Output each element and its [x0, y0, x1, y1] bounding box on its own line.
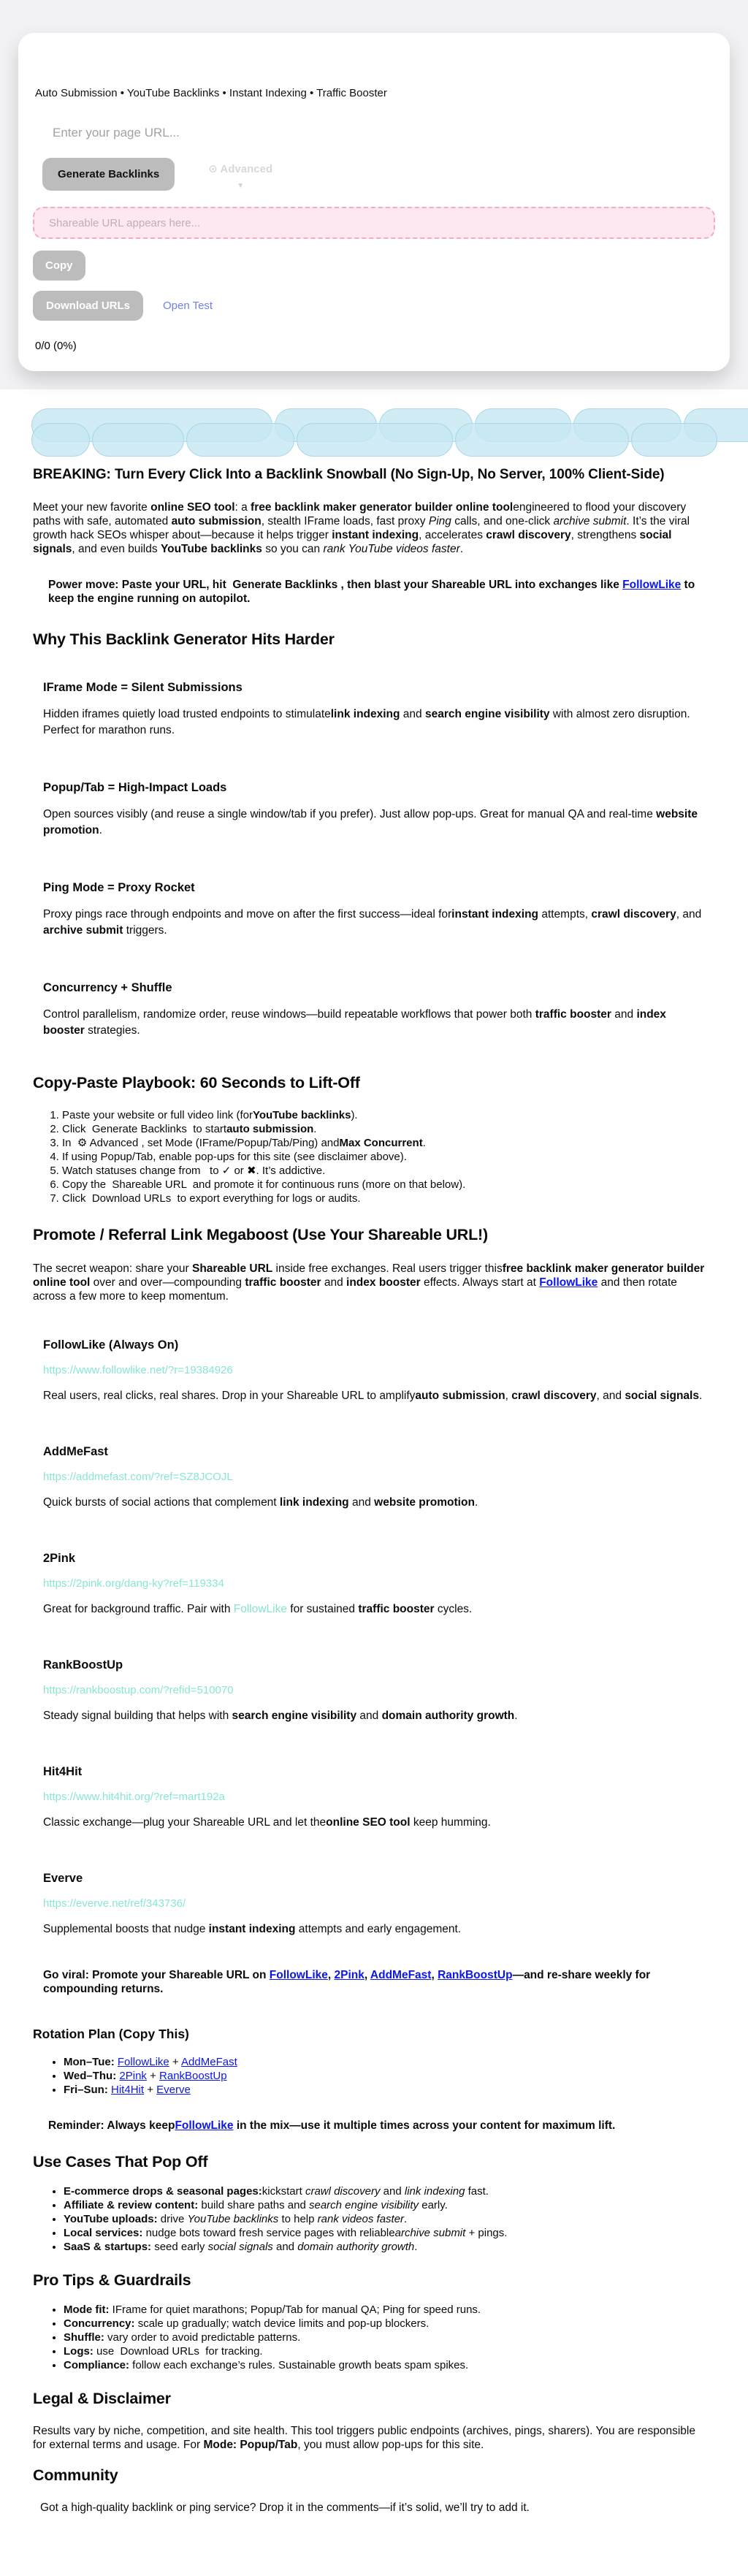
inline-link[interactable]: FollowLike	[233, 1603, 287, 1615]
hero-tagline: Auto Submission • YouTube Backlinks • Instant Indexing • Traffic Booster	[35, 87, 387, 99]
feature-body	[43, 807, 706, 839]
text-segment: Mon–Tue:	[64, 2056, 115, 2068]
text-segment: Ping	[428, 515, 451, 527]
text-segment: traffic booster	[358, 1603, 435, 1615]
text-segment: Real users, real clicks, real shares. Drop in your Shareable URL to amplify	[43, 1390, 416, 1402]
text-segment: use Download URLs for tracking.	[93, 2345, 263, 2358]
rotation-item	[64, 2055, 706, 2069]
text-segment: Steady signal building that helps with	[43, 1710, 232, 1722]
exchange-card	[33, 1552, 706, 1616]
generate-backlinks-button[interactable]: Generate Backlinks	[42, 158, 175, 191]
status-chip	[92, 423, 184, 457]
text-segment: over and over—compounding	[90, 1276, 245, 1289]
exchange-url-link[interactable]: https://www.hit4hit.org/?ref=mart192a	[43, 1791, 225, 1803]
exchange-card	[33, 1765, 706, 1829]
pro-tip-item	[64, 2358, 706, 2372]
text-segment: Concurrency:	[64, 2317, 135, 2330]
text-segment: and	[400, 708, 425, 720]
text-segment: strategies.	[84, 1024, 140, 1037]
status-chip	[297, 423, 453, 457]
use-case-item	[64, 2212, 706, 2226]
text-segment: If using Popup/Tab, enable pop-ups for this site (see disclaimer above).	[62, 1151, 407, 1163]
feature-body	[43, 1007, 706, 1039]
text-segment: .	[514, 1710, 518, 1722]
headline: BREAKING: Turn Every Click Into a Backlink Snowball (No Sign-Up, No Server, 100% Client-Side)	[33, 467, 665, 482]
text-segment: .	[404, 2213, 408, 2225]
exchange-card	[33, 1338, 706, 1403]
text-segment: rank YouTube videos faster	[323, 543, 460, 555]
community-heading: Community	[33, 2466, 118, 2484]
text-segment: Compliance:	[64, 2359, 130, 2371]
step-item	[62, 1178, 706, 1192]
text-segment: kickstart	[262, 2185, 305, 2198]
power-move-callout	[33, 578, 706, 606]
text-segment: ,	[364, 1969, 370, 1981]
text-segment: and	[348, 1496, 375, 1509]
text-segment: , accelerates	[419, 529, 486, 541]
text-segment: social signals	[625, 1390, 699, 1402]
text-segment: Go viral: Promote your Shareable URL on	[43, 1969, 270, 1981]
text-segment: link indexing	[330, 708, 400, 720]
text-segment: for sustained	[286, 1603, 359, 1615]
step-item	[62, 1136, 706, 1150]
rotation-heading: Rotation Plan (Copy This)	[33, 2027, 189, 2041]
step-item	[62, 1192, 706, 1205]
text-segment: domain authority growth	[297, 2241, 415, 2253]
pro-tip-item	[64, 2303, 706, 2317]
text-segment: search engine visibility	[424, 708, 550, 720]
text-segment: link indexing	[279, 1496, 349, 1509]
text-segment: with almost zero disruption. Perfect for marathon runs.	[43, 708, 693, 736]
text-segment: auto submission	[171, 515, 262, 527]
text-segment: free backlink maker generator builder online tool	[33, 1262, 708, 1289]
exchange-body	[43, 1602, 706, 1616]
text-segment: in the mix—use it multiple times across your content for maximum lift.	[233, 2119, 616, 2132]
exchange-body	[43, 1389, 706, 1403]
text-segment: , stealth IFrame loads, fast proxy	[261, 515, 429, 527]
feature-card	[33, 981, 706, 1039]
text-segment: .	[474, 1496, 478, 1509]
community-paragraph	[33, 2501, 706, 2515]
text-segment: Reminder: Always keep	[48, 2119, 175, 2132]
pro-tip-item	[64, 2331, 706, 2344]
text-segment: follow each exchange’s rules. Sustainable growth beats spam spikes.	[129, 2359, 469, 2371]
text-segment: traffic booster	[535, 1008, 611, 1021]
text-segment: +	[144, 2084, 157, 2096]
inline-link[interactable]: AddMeFast	[370, 1969, 432, 1981]
text-segment: inside free exchanges. Real users trigger this	[272, 1262, 503, 1275]
text-segment: archive submit	[43, 924, 123, 937]
text-segment: Logs:	[64, 2345, 94, 2358]
inline-link[interactable]: Everve	[156, 2084, 191, 2096]
text-segment: Proxy pings race through endpoints and move on after the first success—ideal for	[43, 908, 452, 921]
text-segment: The secret weapon: share your	[33, 1262, 192, 1275]
inline-link[interactable]: FollowLike	[622, 579, 682, 591]
text-segment: website promotion	[43, 808, 701, 837]
text-segment: domain authority growth	[381, 1710, 515, 1722]
exchange-body	[43, 1709, 706, 1723]
text-segment: instant indexing	[332, 529, 419, 541]
inline-link[interactable]: Hit4Hit	[111, 2084, 145, 2096]
text-segment: .	[422, 1137, 426, 1149]
text-segment: calls, and one-click	[451, 515, 554, 527]
text-segment: , and	[676, 908, 705, 921]
legal-heading: Legal & Disclaimer	[33, 2390, 171, 2407]
text-segment: Copy the Shareable URL and promote it for continuous runs (more on that below).	[62, 1178, 466, 1191]
exchange-url-link[interactable]: https://everve.net/ref/343736/	[43, 1897, 186, 1910]
use-case-item	[64, 2184, 706, 2198]
inline-link[interactable]: FollowLike	[269, 1969, 328, 1981]
feature-title: Ping Mode = Proxy Rocket	[43, 881, 195, 894]
exchange-title: Hit4Hit	[43, 1765, 83, 1778]
step-item	[62, 1122, 706, 1136]
text-segment: ,	[505, 1390, 512, 1402]
text-segment: Shuffle:	[64, 2331, 104, 2344]
text-segment: free backlink maker generator builder online tool	[251, 501, 514, 514]
exchange-url-link[interactable]: https://2pink.org/dang-ky?ref=119334	[43, 1577, 224, 1590]
reminder-callout	[33, 2119, 706, 2133]
inline-link[interactable]: AddMeFast	[181, 2056, 237, 2068]
feature-title: IFrame Mode = Silent Submissions	[43, 681, 243, 694]
step-item	[62, 1164, 706, 1178]
use-case-item	[64, 2198, 706, 2212]
feature-title: Concurrency + Shuffle	[43, 981, 172, 994]
download-row	[33, 291, 701, 321]
text-segment: Paste your website or full video link (for	[62, 1109, 253, 1121]
exchange-url-link[interactable]: https://rankboostup.com/?refid=510070	[43, 1684, 234, 1696]
text-segment: Control parallelism, randomize order, reuse windows—build repeatable workflows that power both	[43, 1008, 535, 1021]
rotation-list	[33, 2055, 706, 2097]
text-segment: social signals	[33, 529, 675, 555]
feature-card	[33, 781, 706, 839]
step-item	[62, 1150, 706, 1164]
text-segment: attempts,	[538, 908, 592, 921]
text-segment: Great for background traffic. Pair with	[43, 1603, 234, 1615]
exchange-title: Everve	[43, 1872, 83, 1885]
pro-tips-heading: Pro Tips & Guardrails	[33, 2271, 191, 2289]
text-segment: effects. Always start at	[420, 1276, 540, 1289]
rotation-item	[64, 2069, 706, 2083]
go-viral-callout	[33, 1968, 706, 1996]
exchange-card	[33, 1658, 706, 1723]
page-url-input[interactable]	[51, 120, 419, 146]
text-segment: .	[459, 543, 464, 555]
text-segment: instant indexing	[451, 908, 539, 921]
text-segment: search engine visibility	[308, 2199, 419, 2211]
text-segment: Max Concurrent	[339, 1137, 423, 1149]
text-segment: link indexing	[404, 2185, 465, 2198]
chip-row	[31, 423, 748, 457]
playbook-heading: Copy-Paste Playbook: 60 Seconds to Lift-Off	[33, 1074, 360, 1091]
text-segment: attempts and early engagement.	[295, 1923, 462, 1935]
use-case-item	[64, 2226, 706, 2240]
text-segment: . It’s the viral growth hack SEOs whisper about—because it helps trigger	[33, 515, 693, 541]
text-segment: crawl discovery	[591, 908, 676, 921]
text-segment: instant indexing	[208, 1923, 296, 1935]
promote-paragraph	[33, 1262, 706, 1303]
text-segment: Local services:	[64, 2227, 143, 2239]
promote-heading: Promote / Referral Link Megaboost (Use Your Shareable URL!)	[33, 1226, 488, 1243]
feature-card	[33, 881, 706, 939]
exchange-title: AddMeFast	[43, 1445, 108, 1458]
text-segment: so you can	[262, 543, 324, 555]
text-segment: , strengthens	[570, 529, 640, 541]
text-segment: build share paths and	[198, 2199, 309, 2211]
exchange-title: 2Pink	[43, 1552, 76, 1565]
text-segment: Click Download URLs to export everything for logs or audits.	[62, 1192, 361, 1205]
exchange-card	[33, 1445, 706, 1509]
status-chip	[31, 423, 90, 457]
text-segment: , you must allow pop-ups for this site.	[297, 2439, 484, 2451]
feature-title: Popup/Tab = High-Impact Loads	[43, 781, 227, 794]
text-segment: and	[380, 2185, 405, 2198]
text-segment: ,	[431, 1969, 438, 1981]
exchange-body	[43, 1495, 706, 1509]
status-chip	[631, 423, 717, 457]
text-segment: archive submit	[394, 2227, 466, 2239]
text-segment: seed early	[151, 2241, 208, 2253]
pro-tip-item	[64, 2344, 706, 2358]
text-segment: IFrame for quiet marathons; Popup/Tab for manual QA; Ping for speed runs.	[109, 2303, 481, 2316]
status-chips	[31, 408, 748, 457]
text-segment: crawl discovery	[486, 529, 571, 541]
text-segment: Shareable URL	[191, 1262, 273, 1275]
generator-card	[18, 33, 730, 371]
inline-link[interactable]: 2Pink	[334, 1969, 365, 1981]
inline-link[interactable]: 2Pink	[119, 2070, 147, 2082]
text-segment: Click Generate Backlinks to start	[62, 1123, 227, 1135]
text-segment: YouTube uploads:	[64, 2213, 158, 2225]
hero-section	[0, 0, 748, 389]
text-segment: Watch statuses change from to ✓ or ✖. It’s addictive.	[62, 1165, 326, 1177]
why-heading: Why This Backlink Generator Hits Harder	[33, 630, 335, 648]
text-segment: index booster	[43, 1008, 670, 1037]
use-cases-heading: Use Cases That Pop Off	[33, 2153, 208, 2171]
text-segment: +	[169, 2056, 182, 2068]
use-cases-list	[33, 2184, 706, 2254]
text-segment: archive submit	[553, 515, 627, 527]
text-segment: ).	[351, 1109, 358, 1121]
feature-card	[33, 681, 706, 739]
text-segment: .	[99, 824, 102, 837]
text-segment: rank videos faster	[317, 2213, 405, 2225]
text-segment: website promotion	[374, 1496, 475, 1509]
text-segment: Results vary by niche, competition, and site health. This tool triggers public endpoints (archives, pings, sharers). You are responsible for external terms and usage. For	[33, 2425, 699, 2451]
text-segment: Supplemental boosts that nudge	[43, 1923, 209, 1935]
inline-link[interactable]: RankBoostUp	[159, 2070, 227, 2082]
shareable-url-input[interactable]	[33, 207, 715, 239]
playbook-steps	[33, 1108, 706, 1205]
text-segment: search engine visibility	[232, 1710, 357, 1722]
text-segment: Affiliate & review content:	[64, 2199, 199, 2211]
legal-paragraph	[33, 2424, 706, 2452]
text-segment: Got a high-quality backlink or ping service? Drop it in the comments—if it’s solid, we’ll try to add it.	[40, 2501, 530, 2514]
text-segment: online SEO tool	[150, 501, 235, 514]
text-segment: .	[313, 1123, 317, 1135]
text-segment: —and re-share weekly for compounding returns.	[43, 1969, 654, 1995]
text-segment: : a	[234, 501, 251, 514]
pro-tips-list	[33, 2303, 706, 2372]
text-segment: , and even builds	[72, 543, 161, 555]
text-segment: Classic exchange—plug your Shareable URL and let the	[43, 1816, 327, 1829]
text-segment: index booster	[346, 1276, 421, 1289]
exchange-body	[43, 1815, 706, 1829]
text-segment: Quick bursts of social actions that complement	[43, 1496, 280, 1509]
article	[0, 467, 748, 2576]
text-segment: Power move: Paste your URL, hit Generate Backlinks , then blast your Shareable URL into exchanges like	[48, 579, 623, 591]
use-case-item	[64, 2240, 706, 2254]
text-segment: Wed–Thu:	[64, 2070, 117, 2082]
progress-counter: 0/0 (0%)	[35, 340, 77, 352]
text-segment: online SEO tool	[326, 1816, 411, 1829]
text-segment: scale up gradually; watch device limits and pop-up blockers.	[134, 2317, 430, 2330]
feature-body	[43, 907, 706, 939]
text-segment: crawl discovery	[305, 2185, 381, 2198]
text-segment: YouTube backlinks	[252, 1109, 351, 1121]
text-segment: crawl discovery	[511, 1390, 597, 1402]
exchange-title: RankBoostUp	[43, 1658, 123, 1672]
feature-body	[43, 706, 706, 739]
text-segment: triggers.	[123, 924, 167, 937]
text-segment: and	[356, 1710, 382, 1722]
chevron-down-icon: ▼	[237, 182, 245, 190]
text-segment: vary order to avoid predictable patterns.	[104, 2331, 301, 2344]
exchange-url-link[interactable]: https://addmefast.com/?ref=SZ8JCOJL	[43, 1471, 233, 1483]
text-segment: YouTube backlinks	[187, 2213, 279, 2225]
inline-link[interactable]: FollowLike	[117, 2056, 169, 2068]
text-segment: Meet your new favorite	[33, 501, 151, 514]
text-segment: and then rotate across a few more to keep momentum.	[33, 1276, 681, 1303]
generate-row	[42, 158, 701, 191]
advanced-toggle[interactable]	[208, 158, 272, 190]
text-segment: to help	[278, 2213, 318, 2225]
text-segment: to keep the engine running on autopilot.	[48, 579, 698, 605]
text-segment: .	[698, 1390, 703, 1402]
text-segment: SaaS & startups:	[64, 2241, 152, 2253]
rotation-item	[64, 2083, 706, 2097]
exchange-body	[43, 1922, 706, 1936]
text-segment: and	[611, 1008, 637, 1021]
text-segment: auto submission	[226, 1123, 314, 1135]
text-segment: ,	[327, 1969, 335, 1981]
text-segment: social signals	[207, 2241, 273, 2253]
text-segment: +	[146, 2070, 160, 2082]
copy-button[interactable]: Copy	[33, 251, 85, 281]
pro-tip-item	[64, 2317, 706, 2331]
advanced-label: ⊙ Advanced	[208, 163, 273, 175]
text-segment: E-commerce drops & seasonal pages:	[64, 2185, 262, 2198]
text-segment: engineered to flood your discovery paths with safe, automated	[33, 501, 690, 527]
exchange-card	[33, 1872, 706, 1936]
text-segment: YouTube backlinks	[160, 543, 262, 555]
inline-link[interactable]: FollowLike	[175, 2119, 234, 2132]
text-segment: traffic booster	[245, 1276, 321, 1289]
text-segment: , and	[596, 1390, 625, 1402]
text-segment: fast.	[465, 2185, 489, 2198]
text-segment: + pings.	[465, 2227, 508, 2239]
download-urls-button[interactable]: Download URLs	[33, 291, 143, 321]
exchange-title: FollowLike (Always On)	[43, 1338, 179, 1352]
status-chip	[186, 423, 294, 457]
inline-link[interactable]: FollowLike	[539, 1276, 598, 1289]
inline-link[interactable]: RankBoostUp	[438, 1969, 513, 1981]
text-segment: Mode: Popup/Tab	[203, 2439, 298, 2451]
text-segment: .	[414, 2241, 418, 2253]
text-segment: In ⚙ Advanced , set Mode (IFrame/Popup/Tab/Ping) and	[62, 1137, 340, 1149]
text-segment: Mode fit:	[64, 2303, 110, 2316]
text-segment: auto submission	[415, 1390, 505, 1402]
status-chip	[455, 423, 629, 457]
step-item	[62, 1108, 706, 1122]
text-segment: Open sources visibly (and reuse a single window/tab if you prefer). Just allow pop-ups. Great for manual QA and real-time	[43, 808, 657, 820]
text-segment: and	[321, 1276, 347, 1289]
text-segment: cycles.	[434, 1603, 473, 1615]
text-segment: drive	[157, 2213, 188, 2225]
text-segment: keep humming.	[410, 1816, 491, 1829]
text-segment: and	[272, 2241, 298, 2253]
open-test-link[interactable]: Open Test	[163, 300, 213, 312]
text-segment: Hidden iframes quietly load trusted endpoints to stimulate	[43, 708, 331, 720]
text-segment: nudge bots toward fresh service pages with reliable	[142, 2227, 395, 2239]
intro-paragraph	[33, 500, 706, 556]
text-segment: early.	[419, 2199, 448, 2211]
exchange-url-link[interactable]: https://www.followlike.net/?r=19384926	[43, 1364, 233, 1376]
text-segment: Fri–Sun:	[64, 2084, 108, 2096]
